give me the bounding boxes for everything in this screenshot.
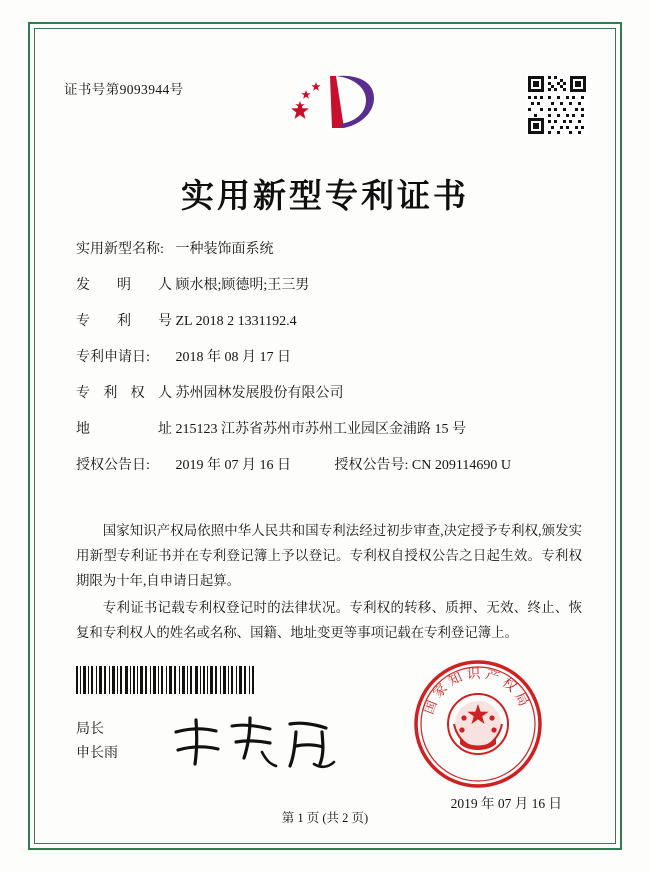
field-patent-number xyxy=(76,310,584,346)
field-label: 专利号 xyxy=(76,314,172,329)
legal-paragraph-1: 国家知识产权局依照中华人民共和国专利法经过初步审查,决定授予专利权,颁发实用新型专利证书并在专利登记簿上予以登记。专利权自授权公告之日起生效。专利权期限为十年,自申请日起算。 xyxy=(76,523,582,588)
field-label: 发明人 xyxy=(76,278,172,293)
field-label: 实用新型名称: xyxy=(76,242,164,257)
field-grant-info xyxy=(76,454,584,490)
field-label: 专利权人 xyxy=(76,386,172,401)
field-utility-model-name xyxy=(76,238,584,274)
fields-list xyxy=(76,238,584,490)
field-value: ZL 2018 2 1331192.4 xyxy=(175,314,297,329)
page-title: 实用新型专利证书 xyxy=(181,179,469,215)
field-label: 专利申请日: xyxy=(76,350,150,365)
field-application-date xyxy=(76,346,584,382)
qr-code-icon xyxy=(526,74,588,136)
national-emblem-round-seal-icon xyxy=(412,658,544,790)
legal-text xyxy=(76,518,582,647)
field-label: 地址 xyxy=(76,422,172,437)
field-address xyxy=(76,418,584,454)
director-name-label: 申长雨 xyxy=(76,746,118,761)
field-value: 215123 江苏省苏州市苏州工业园区金浦路 15 号 xyxy=(175,422,466,437)
page-footer: 第 1 页 (共 2 页) xyxy=(281,811,369,825)
director-role-label: 局长 xyxy=(76,722,104,737)
handwritten-signature-icon xyxy=(166,712,346,774)
certificate-number: 证书号第9093944号 xyxy=(64,82,184,97)
field-value: 顾水根;顾德明;王三男 xyxy=(175,278,310,293)
field-patentee xyxy=(76,382,584,418)
signature-block xyxy=(76,718,118,766)
grant-number-value: CN 209114690 U xyxy=(411,458,511,473)
seal-ring-text: 国家知识产权局 xyxy=(420,665,534,717)
grant-number-label: 授权公告号: xyxy=(334,458,409,473)
barcode-icon xyxy=(76,666,254,694)
legal-paragraph-2: 专利证书记载专利权登记时的法律状况。专利权的转移、质押、无效、终止、恢复和专利权人的姓名或名称、国籍、地址变更等事项记载在专利登记簿上。 xyxy=(76,600,582,640)
grant-date-label: 授权公告日: xyxy=(76,458,150,473)
field-value: 苏州园林发展股份有限公司 xyxy=(175,386,344,401)
seal-date: 2019 年 07 月 16 日 xyxy=(450,796,562,811)
field-value: 2018 年 08 月 17 日 xyxy=(175,350,291,365)
field-value: 一种装饰面系统 xyxy=(175,242,274,257)
certificate-content xyxy=(46,40,604,832)
field-inventors xyxy=(76,274,584,310)
cnipa-logo-icon xyxy=(270,68,380,140)
grant-date-value: 2019 年 07 月 16 日 xyxy=(175,458,291,473)
